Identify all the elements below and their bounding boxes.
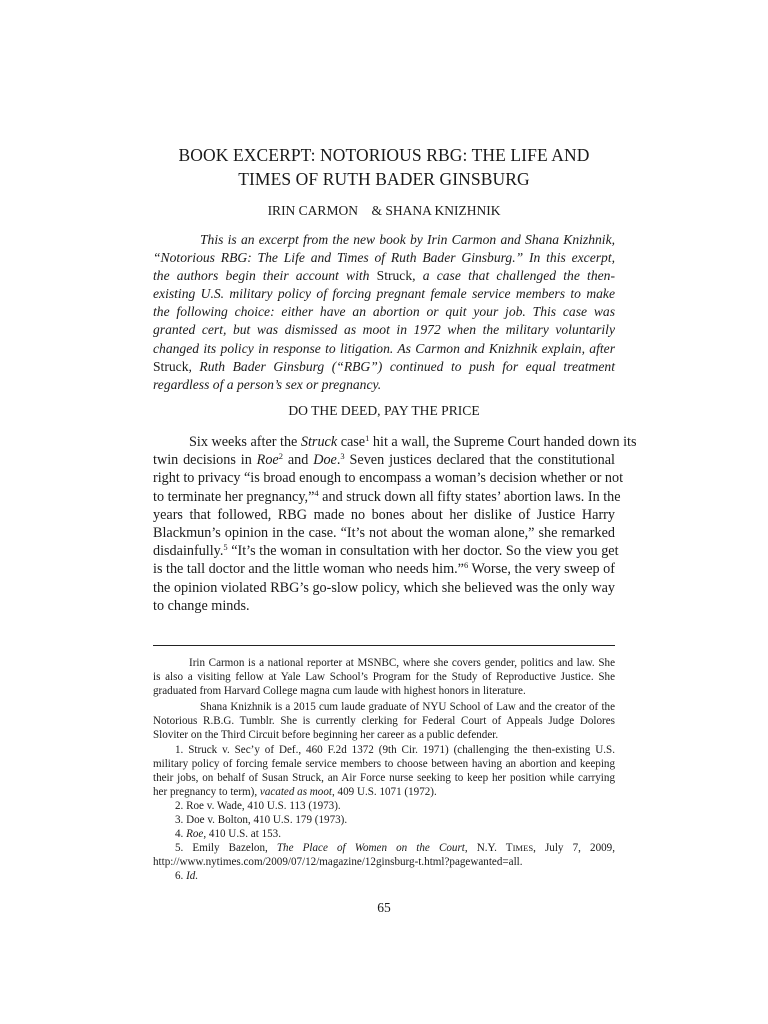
- body-line: [153, 560, 615, 578]
- footnote-line: 2. Roe v. Wade, 410 U.S. 113 (1973).: [175, 799, 341, 812]
- abstract-line: [153, 358, 615, 376]
- body-text-run: “It’s the woman in consultation with her doctor. So the view you get: [227, 543, 619, 560]
- abstract-line: regardless of a person’s sex or pregnancy.: [153, 376, 382, 392]
- abstract-line: [153, 267, 615, 285]
- case-name: Struck: [300, 434, 338, 450]
- abstract-text: , Ruth Bader Ginsburg (“RBG”) continued to push for equal treatment: [188, 358, 615, 374]
- body-text: [153, 433, 637, 615]
- case-name: Struck: [153, 358, 189, 374]
- footnote-ref[interactable]: 5: [223, 542, 228, 553]
- body-text-run: Seven justices declared that the constitutional: [344, 452, 615, 469]
- footnote-text: 4.: [175, 828, 187, 841]
- footnote-italic: Roe: [186, 828, 204, 841]
- footnote-italic: The Place of Women on the Court: [276, 842, 465, 855]
- title-line-2: TIMES OF RUTH BADER GINSBURG: [238, 169, 530, 189]
- body-text-run: is the tall doctor and the little woman who needs him.”: [153, 561, 464, 578]
- body-text-run: and struck down all fifty states’ abortion laws. In the: [318, 488, 621, 505]
- article-title: [150, 143, 618, 191]
- footnote-line: is also a visiting fellow at Yale Law School’s Program for the Study of Reproductive Justice. She: [153, 671, 615, 684]
- footnote-italic: Id.: [186, 870, 199, 883]
- abstract-line: granted cert, but was dismissed as moot in 1972 when the military voluntarily: [153, 322, 615, 338]
- footnote-line: 3. Doe v. Bolton, 410 U.S. 179 (1973).: [175, 814, 348, 827]
- footnote-ref[interactable]: 3: [340, 451, 345, 462]
- footnote-italic: vacated as moot: [259, 785, 332, 798]
- case-name: Struck: [376, 268, 413, 284]
- footnote-line: Irin Carmon is a national reporter at MSNBC, where she covers gender, politics and law. She: [189, 657, 615, 669]
- body-line: Blackmun’s opinion in the case. “It’s not about the woman alone,” she remarked: [153, 524, 615, 541]
- footnote-line: military policy of forcing female service members to choose between having an abortion and keeping: [153, 757, 615, 770]
- footnote-text: 5. Emily Bazelon,: [175, 842, 277, 855]
- body-line: [153, 542, 619, 560]
- abstract-line: the following choice: either have an abortion or quit your job. This case was: [153, 304, 615, 320]
- footnote-line: their jobs, on behalf of Susan Struck, an Air Force nurse seeking to keep her position while carrying: [153, 771, 615, 784]
- footnote-line: graduated from Harvard College magna cum laude with highest honors in literature.: [153, 685, 526, 698]
- footnote-line: [153, 785, 615, 799]
- body-line: the opinion violated RBG’s go-slow policy, which she believed was the only way: [153, 579, 615, 596]
- case-name: Roe: [256, 452, 279, 469]
- footnote-line: [153, 841, 615, 855]
- body-text-run: to terminate her pregnancy,”: [153, 488, 315, 505]
- footnote-line: Sloviter on the Third Circuit before beginning her career as a public defender.: [153, 729, 499, 742]
- section-heading: DO THE DEED, PAY THE PRICE: [288, 403, 480, 418]
- body-line: right to privacy “is broad enough to encompass a woman’s decision whether or not: [153, 470, 624, 487]
- body-text-run: hit a wall, the Supreme Court handed down its: [369, 434, 637, 450]
- case-name: Doe: [313, 452, 337, 469]
- footnote-text: , 410 U.S. at 153.: [203, 828, 281, 841]
- footnote-ref[interactable]: 4: [314, 487, 319, 498]
- footnote-text: , N.Y. T: [464, 842, 513, 855]
- footnote-line: Notorious R.B.G. Tumblr. She is currently clerking for Federal Court of Appeals Judge Dolores: [153, 715, 615, 728]
- abstract: [153, 231, 615, 394]
- footnote-divider: [153, 645, 615, 646]
- abstract-line: “Notorious RBG: The Life and Times of Ruth Bader Ginsburg.” In this excerpt,: [153, 250, 615, 266]
- abstract-line: This is an excerpt from the new book by Irin Carmon and Shana Knizhnik,: [200, 232, 615, 247]
- footnote-ref[interactable]: 1: [365, 433, 370, 443]
- body-line: [153, 451, 615, 469]
- body-text-run: case: [337, 434, 366, 450]
- body-text-run: disdainfully.: [153, 543, 224, 560]
- title-line-1: BOOK EXCERPT: NOTORIOUS RBG: THE LIFE AND: [178, 145, 590, 165]
- abstract-text: the authors begin their account with: [153, 268, 377, 284]
- footnote-text: 6.: [175, 870, 187, 883]
- abstract-line: existing U.S. military policy of forcing pregnant female service members to make: [153, 286, 615, 302]
- abstract-text: , a case that challenged the then-: [412, 268, 615, 284]
- body-line: [153, 487, 621, 506]
- footnote-ref[interactable]: 6: [463, 560, 469, 571]
- footnote-text: , 409 U.S. 1071 (1972).: [331, 785, 437, 798]
- footnote-line: [153, 869, 615, 883]
- footnote-smallcaps: IMES: [512, 843, 534, 854]
- page-number: 65: [377, 900, 391, 915]
- footnote-url[interactable]: http://www.nytimes.com/2009/07/12/magazine/12ginsburg-t.html?pagewanted=all.: [153, 856, 523, 869]
- footnote-text: , July 7, 2009,: [533, 842, 615, 855]
- footnote-line: [153, 827, 615, 841]
- body-line: to change minds.: [153, 597, 250, 614]
- footnote-ref[interactable]: 2: [278, 451, 283, 462]
- body-text-run: .: [336, 452, 341, 469]
- body-text-run: Six weeks after the: [189, 434, 301, 450]
- footnote-text: her pregnancy to term),: [153, 785, 260, 798]
- abstract-line: changed its policy in response to litigation. As Carmon and Knizhnik explain, after: [153, 340, 615, 356]
- author-byline: IRIN CARMON & SHANA KNIZHNIK: [267, 203, 501, 218]
- body-line: years that followed, RBG made no bones about her dislike of Justice Harry: [153, 506, 615, 523]
- body-text-run: twin decisions in: [153, 452, 257, 469]
- footnotes: [153, 656, 615, 884]
- body-text-run: and: [282, 452, 314, 469]
- footnote-line: 1. Struck v. Sec’y of Def., 460 F.2d 1372 (9th Cir. 1971) (challenging the then-existing U.S.: [175, 743, 615, 756]
- body-line: [153, 433, 637, 451]
- body-text-run: Worse, the very sweep of: [468, 561, 615, 578]
- footnote-line: Shana Knizhnik is a 2015 cum laude graduate of NYU School of Law and the creator of the: [200, 701, 615, 714]
